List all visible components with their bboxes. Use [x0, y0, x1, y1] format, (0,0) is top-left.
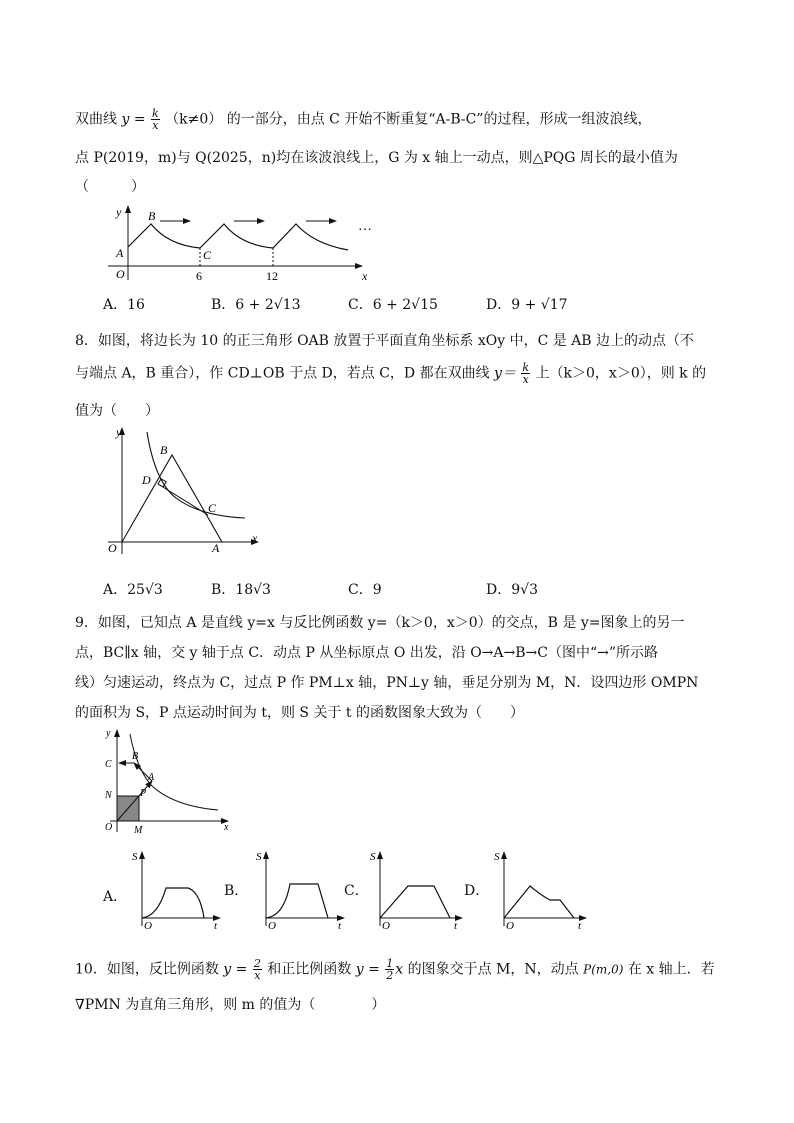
- q10-line2: ∇PMN 为直角三角形，则 m 的值为（ ）: [75, 997, 386, 1013]
- label-t: t: [214, 920, 218, 930]
- q8-option-b[interactable]: B．18√3: [211, 582, 271, 598]
- label-A: A: [212, 541, 220, 555]
- q7-line1: 双曲线 y = $\frac{k}{x}$ （k≠0） 的一部分，由点 C 开始不断重复“A-B-C”的过程，形成一组波浪线，: [75, 107, 652, 132]
- q8-line1: 8．如图，将边长为 10 的正三角形 OAB 放置于平面直角坐标系 xOy 中，C 是 AB 边上的动点（不: [75, 333, 695, 349]
- tick-6: 6: [196, 269, 202, 283]
- fraction-k-over-x: $\frac{k}{x}$: [522, 361, 530, 386]
- label-x: x: [224, 822, 229, 833]
- q7-option-c[interactable]: C．6 + 2√15: [348, 297, 438, 313]
- label-A: A: [116, 246, 124, 260]
- label-P: P: [140, 788, 147, 799]
- label-O: O: [144, 920, 152, 930]
- curve-c: [380, 886, 450, 918]
- label-O: O: [108, 541, 117, 555]
- q9-option-c-label[interactable]: C．: [344, 883, 369, 899]
- label-O: O: [116, 267, 125, 281]
- tick-12: 12: [266, 269, 278, 283]
- q9-line4: 的面积为 S，P 点运动时间为 t，则 S 关于 t 的函数图象大致为（ ）: [75, 705, 525, 721]
- q7-option-b[interactable]: B．6 + 2√13: [211, 297, 301, 313]
- q9-line2: 点，BC∥x 轴，交 y 轴于点 C．动点 P 从坐标原点 O 出发，沿 O→A→B→C（图中“→”所示路: [75, 645, 659, 661]
- q7-line2: 点 P(2019，m)与 Q(2025，n)均在该波浪线上，G 为 x 轴上一动点，则△PQG 周长的最小值为: [75, 150, 678, 166]
- triangle-OAB: [122, 455, 222, 542]
- label-x: x: [252, 531, 258, 545]
- label-t: t: [338, 920, 342, 930]
- q9-option-b-label[interactable]: B．: [224, 883, 249, 899]
- label-B: B: [132, 751, 139, 762]
- q8-option-d[interactable]: D．9√3: [486, 582, 538, 598]
- label-S: S: [256, 851, 262, 863]
- label-t: t: [578, 920, 582, 930]
- label-O: O: [268, 920, 276, 930]
- label-t: t: [454, 920, 458, 930]
- label-C: C: [208, 501, 217, 515]
- label-D: D: [142, 473, 151, 487]
- q9-line3: 线）匀速运动，终点为 C，过点 P 作 PM⊥x 轴，PN⊥y 轴，垂足分别为 M，N．设四边形 OMPN: [75, 675, 699, 691]
- label-S: S: [132, 851, 138, 863]
- label-y: y: [116, 205, 122, 219]
- curve-b: [266, 884, 328, 918]
- label-B: B: [148, 209, 156, 223]
- label-y: y: [106, 728, 111, 739]
- q8-line3: 值为（ ）: [75, 403, 159, 419]
- label-A: A: [148, 772, 155, 783]
- curve-a: [142, 888, 204, 918]
- label-S: S: [494, 851, 500, 863]
- wave-curve: [128, 224, 348, 250]
- label-B: B: [160, 443, 168, 457]
- q9-option-b-graph[interactable]: [252, 848, 348, 930]
- ellipsis: …: [358, 219, 372, 234]
- label-M: M: [134, 825, 143, 836]
- q8-option-c[interactable]: C．9: [348, 582, 382, 598]
- q9-path-figure: [100, 726, 238, 838]
- q10-line1: 10．如图，反比例函数 y = $\frac{2}{x}$ 和正比例函数 y = $\frac{1}{2}$ x 的图象交于点 M，N，动点 P(m,0) 在 x 轴上．若: [75, 957, 715, 982]
- fraction-k-over-x: $\frac{k}{x}$: [152, 107, 159, 132]
- label-S: S: [370, 851, 376, 863]
- label-C: C: [203, 248, 212, 262]
- q9-option-d-label[interactable]: D．: [464, 883, 490, 899]
- label-O: O: [506, 920, 514, 930]
- q9-option-c-graph[interactable]: [366, 848, 466, 930]
- q9-option-a-graph[interactable]: [128, 848, 224, 930]
- formula-y: y =: [121, 111, 146, 128]
- label-C: C: [105, 759, 112, 770]
- fraction-2-over-x: $\frac{2}{x}$: [253, 957, 261, 982]
- q7-option-a[interactable]: A．16: [103, 297, 145, 313]
- label-O: O: [105, 822, 113, 833]
- label-N: N: [105, 790, 112, 801]
- label-O: O: [382, 920, 390, 930]
- q9-option-a-label[interactable]: A．: [103, 889, 128, 905]
- q8-triangle-figure: [100, 420, 270, 556]
- q8-option-a[interactable]: A．25√3: [103, 582, 163, 598]
- curve-d: [504, 886, 574, 918]
- q8-line2: 与端点 A，B 重合），作 CD⊥OB 于点 D，若点 C，D 都在双曲线 y＝ $\frac{k}{x}$ 上（k＞0，x＞0），则 k 的: [75, 361, 707, 386]
- q9-option-d-graph[interactable]: [490, 848, 590, 930]
- q7-option-d[interactable]: D．9 + √17: [486, 297, 568, 313]
- q7-wave-figure: [100, 200, 380, 286]
- label-y: y: [116, 425, 122, 439]
- segment-CD: [158, 484, 208, 515]
- q7-line3: （ ）: [75, 179, 145, 195]
- fraction-1-over-2: $\frac{1}{2}$: [386, 957, 394, 982]
- q9-line1: 9．如图，已知点 A 是直线 y=x 与反比例函数 y=（k＞0，x＞0）的交点，B 是 y=图象上的另一: [75, 615, 685, 631]
- label-x: x: [362, 269, 368, 283]
